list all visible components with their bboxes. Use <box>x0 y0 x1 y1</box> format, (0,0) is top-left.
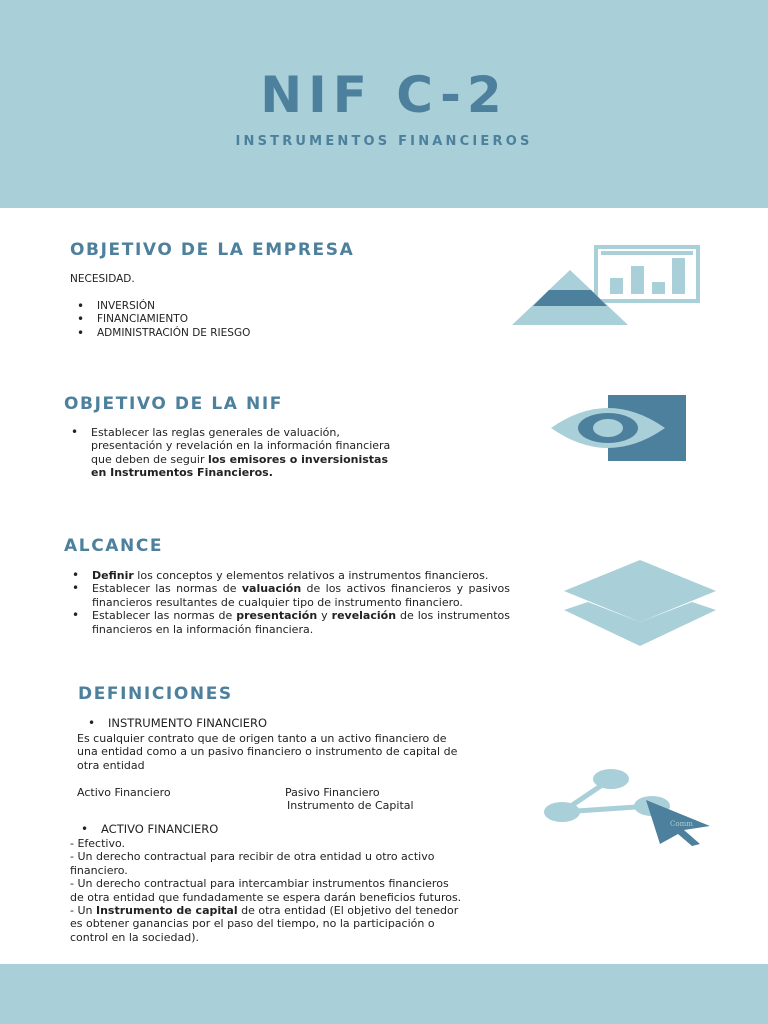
section-heading-objetivo-empresa: OBJETIVO DE LA EMPRESA <box>70 240 355 260</box>
list-item: • FINANCIAMIENTO <box>97 313 250 326</box>
list-item: • INSTRUMENTO FINANCIERO <box>108 717 267 730</box>
footer-band <box>0 964 768 1024</box>
alcance-list <box>92 569 510 636</box>
activo-line: - Un derecho contractual para recibir de otra entidad u otro activo financiero. <box>70 850 435 877</box>
objetivo-nif-item <box>91 426 391 480</box>
pyramid-icon <box>510 268 630 326</box>
list-item: • INVERSIÓN <box>97 300 250 313</box>
activo-label-list <box>101 823 218 836</box>
alcance-text: y <box>317 609 332 623</box>
instrumento-definition: Es cualquier contrato que de origen tanto a un activo financiero de una entidad como a un pasivo financiero o instrumento de capital de otra entidad <box>77 732 458 772</box>
alcance-bold: revelación <box>331 609 397 623</box>
alcance-text: de los activos financieros y pasivos financieros resultantes de cualquier tipo de instrumento financiero. <box>92 582 510 609</box>
activo-line: - Efectivo. <box>70 837 126 850</box>
activo-bold: Instrumento de capital <box>96 904 238 918</box>
page-title: NIF C-2 <box>260 66 508 124</box>
alcance-text: de los instrumentos financieros en la información financiera. <box>92 609 510 636</box>
page-subtitle: INSTRUMENTOS FINANCIEROS <box>235 134 533 149</box>
objetivo-empresa-list <box>97 300 250 340</box>
activo-financiero-label: Activo Financiero <box>77 786 171 799</box>
list-item <box>92 569 510 582</box>
alcance-bold: presentación <box>236 609 318 623</box>
list-item: • ADMINISTRACIÓN DE RIESGO <box>97 327 250 340</box>
alcance-text: Establecer las normas de <box>92 582 242 596</box>
pasivo-financiero-label: Pasivo Financiero <box>285 786 380 799</box>
list-item <box>91 426 391 480</box>
alcance-text: los conceptos y elementos relativos a instrumentos financieros. <box>133 569 489 582</box>
list-item <box>92 609 510 636</box>
activo-definition <box>70 837 465 944</box>
objetivo-nif-text: Establecer las reglas generales de valuación, presentación y revelación en la información financiera que deben de seguir <box>91 426 391 466</box>
section-heading-objetivo-nif: OBJETIVO DE LA NIF <box>64 394 284 414</box>
objetivo-nif-bold: los emisores o inversionistas en Instrumentos Financieros. <box>91 452 389 480</box>
eye-icon <box>548 393 688 463</box>
network-cursor-icon <box>538 764 718 848</box>
cursor-label: Comm <box>670 820 693 828</box>
section-heading-definiciones: DEFINICIONES <box>78 684 233 704</box>
activo-text: de otra entidad (El objetivo del tenedor es obtener ganancias por el paso del tiempo, no la participación o control en la sociedad). <box>70 904 459 944</box>
activo-line <box>70 904 465 944</box>
alcance-bold: Definir <box>92 569 134 582</box>
necesidad-text: NECESIDAD. <box>70 273 135 285</box>
list-item <box>92 582 510 609</box>
list-item: • ACTIVO FINANCIERO <box>101 823 218 836</box>
alcance-text: Establecer las normas de <box>92 609 237 623</box>
layers-icon <box>560 558 720 650</box>
instrumento-label-list <box>108 717 267 730</box>
activo-line: - Un derecho contractual para intercambiar instrumentos financieros de otra entidad que fundadamente se espera darán beneficios futuros. <box>70 877 462 904</box>
instrumento-capital-label: Instrumento de Capital <box>287 799 414 812</box>
alcance-bold: valuación <box>241 582 302 596</box>
activo-text: - Un <box>70 904 96 918</box>
section-heading-alcance: ALCANCE <box>64 536 164 556</box>
